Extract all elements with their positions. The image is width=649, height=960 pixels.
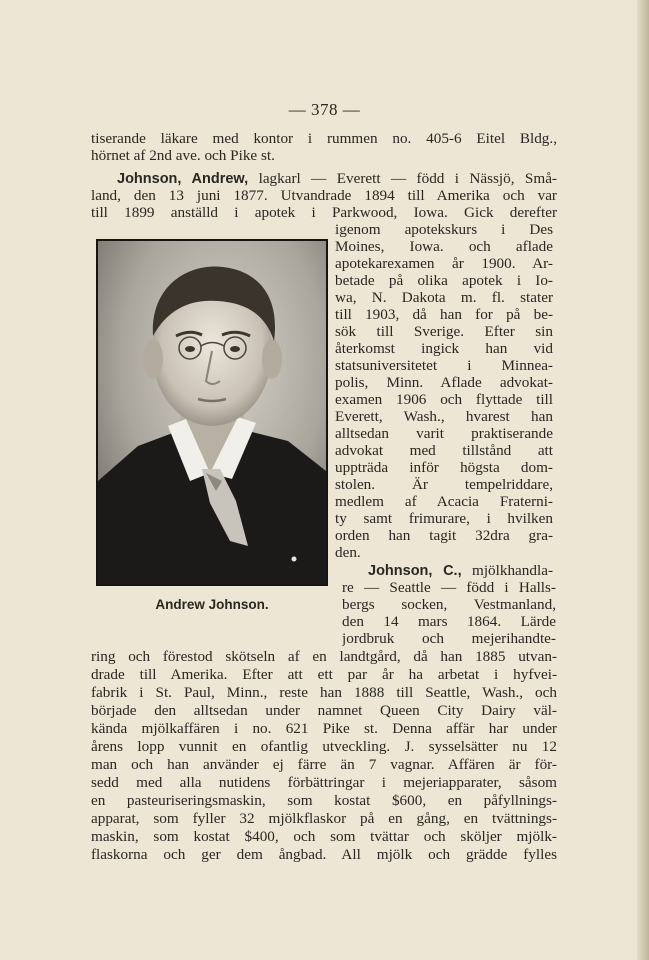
page-edge <box>637 0 649 960</box>
entry-heading-c-johnson <box>368 562 553 580</box>
text-line: Moines, Iowa. och aflade <box>335 238 553 255</box>
text-line: tiserande läkare med kontor i rummen no. 405-6 Eitel Bldg., <box>91 130 557 147</box>
text-line: återkomst ingick han vid <box>335 340 553 357</box>
text-line: bergs socken, Vestmanland, <box>342 596 556 613</box>
entry-name: Johnson, C., <box>368 563 462 579</box>
text-line: statsuniversitetet i Minnea- <box>335 357 553 374</box>
entry-text: lagkarl — Everett — född i Nässjö, Små- <box>248 170 557 187</box>
text-line: wa, N. Dakota m. fl. stater <box>335 289 553 306</box>
text-line: orden han tagit 32dra gra- <box>335 527 553 544</box>
text-line: till 1903, då han for på be- <box>335 306 553 323</box>
text-line: uppträda inför högsta dom- <box>335 459 553 476</box>
text-line: den. <box>335 544 361 561</box>
text-line: till 1899 anställd i apotek i Parkwood, Iowa. Gick derefter <box>91 204 557 221</box>
text-line: betade på olika apotek i Io- <box>335 272 553 289</box>
text-line: kända mjölkaffären i no. 621 Pike st. Denna affär har under <box>91 720 557 737</box>
text-line: drade till Amerika. Efter att ett par år ha arbetat i hyfvei- <box>91 666 557 683</box>
text-line: sök till Sverige. Efter sin <box>335 323 553 340</box>
entry-name: Johnson, Andrew, <box>117 171 249 187</box>
text-line: medlem af Acacia Fraterni- <box>335 493 553 510</box>
text-line: Everett, Wash., hvarest han <box>335 408 553 425</box>
page-number: — 378 — <box>288 100 361 119</box>
portrait-photo <box>96 239 328 586</box>
entry-heading-andrew-johnson <box>117 170 557 188</box>
text-line: land, den 13 juni 1877. Utvandrade 1894 till Amerika och var <box>91 187 557 204</box>
text-line: re — Seattle — född i Halls- <box>342 579 556 596</box>
text-line: apotekarexamen år 1900. Ar- <box>335 255 553 272</box>
text-line: apparat, som fyller 32 mjölkflaskor på en gång, en tvättnings- <box>91 810 557 827</box>
entry-text: mjölkhandla- <box>461 562 553 579</box>
text-line: jordbruk och mejerihandte- <box>342 630 556 647</box>
text-line: maskin, som kostat $400, och som tvättar och sköljer mjölk- <box>91 828 557 845</box>
text-line: polis, Minn. Aflade advokat- <box>335 374 553 391</box>
text-line: började den alltsedan under namnet Queen City Dairy väl- <box>91 702 557 719</box>
text-line: examen 1906 och flyttade till <box>335 391 553 408</box>
text-line: flaskorna och ger dem ångbad. All mjölk och grädde fylles <box>91 846 557 863</box>
text-line: alltsedan varit praktiserande <box>335 425 553 442</box>
text-line: hörnet af 2nd ave. och Pike st. <box>91 147 275 164</box>
text-line: stolen. Är tempelriddare, <box>335 476 553 493</box>
photo-caption: Andrew Johnson. <box>155 597 269 612</box>
text-line: den 14 mars 1864. Lärde <box>342 613 556 630</box>
text-line: årens lopp vunnit en ofantlig utveckling. J. sysselsätter nu 12 <box>91 738 557 755</box>
text-line: advokat med tillstånd att <box>335 442 553 459</box>
portrait-illustration <box>98 241 326 584</box>
text-line: en pasteuriseringsmaskin, som kostat $600, en påfyllnings- <box>91 792 557 809</box>
text-line: ring och förestod skötseln af en landtgård, då han 1885 utvan- <box>91 648 557 665</box>
text-line: fabrik i St. Paul, Minn., reste han 1888 till Seattle, Wash., och <box>91 684 557 701</box>
text-line: sedd med alla nutidens förbättringar i mejeriapparater, såsom <box>91 774 557 791</box>
text-line: igenom apotekskurs i Des <box>335 221 553 238</box>
text-line: man och han använder ej färre än 7 vagnar. Affären är för- <box>91 756 557 773</box>
text-line: ty samt frimurare, i hvilken <box>335 510 553 527</box>
